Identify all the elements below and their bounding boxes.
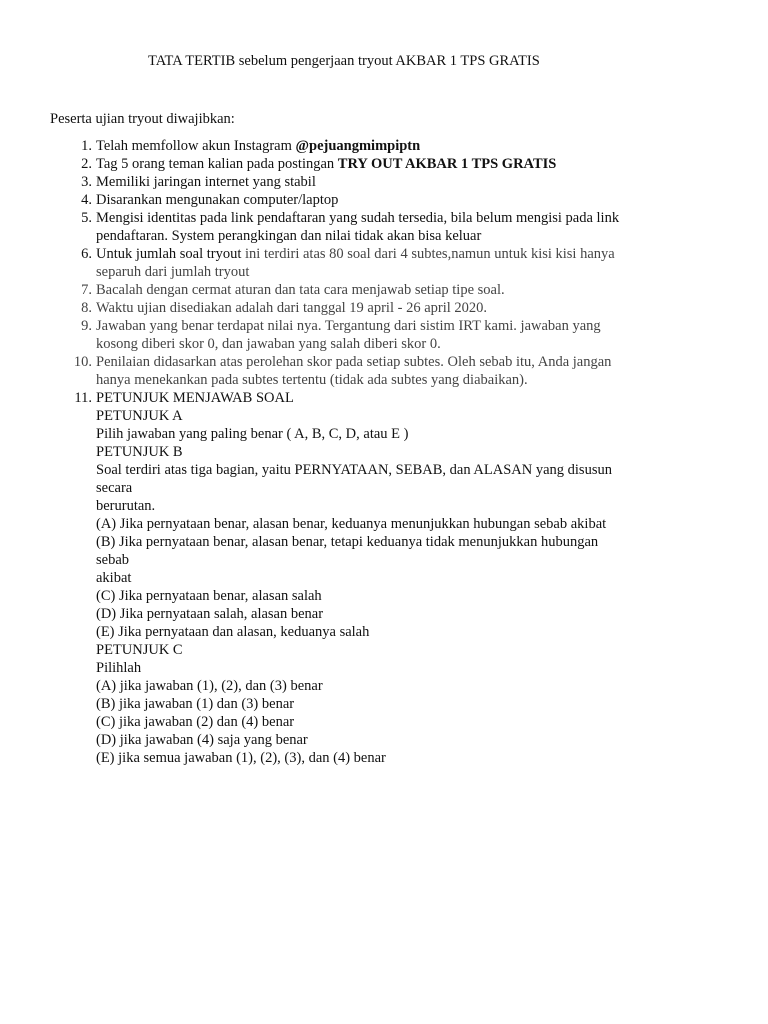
item-text-line: pendaftaran. System perangkingan dan nilai tidak akan bisa keluar <box>96 228 482 244</box>
page-title: TATA TERTIB sebelum pengerjaan tryout AKBAR 1 TPS GRATIS <box>148 53 540 69</box>
item-number: 9. <box>81 318 92 334</box>
instructions-line: sebab <box>96 552 130 568</box>
item-text-line: Jawaban yang benar terdapat nilai nya. Tergantung dari sistim IRT kami. jawaban yang <box>96 318 601 334</box>
item-number: 3. <box>81 174 92 190</box>
instructions-line: PETUNJUK C <box>96 642 183 658</box>
item-number: 11. <box>74 390 92 406</box>
instructions-line: akibat <box>96 570 132 586</box>
instructions-line: (B) jika jawaban (1) dan (3) benar <box>96 696 295 712</box>
item-number: 1. <box>81 138 92 154</box>
instructions-line: (A) Jika pernyataan benar, alasan benar, keduanya menunjukkan hubungan sebab akibat <box>96 516 607 532</box>
item-number: 5. <box>81 210 92 226</box>
item-text: Bacalah dengan cermat aturan dan tata cara menjawab setiap tipe soal. <box>96 282 505 298</box>
rules-list <box>70 137 670 767</box>
instructions-line: secara <box>96 480 133 496</box>
item-text: Memiliki jaringan internet yang stabil <box>96 174 316 190</box>
instructions-line: (A) jika jawaban (1), (2), dan (3) benar <box>96 678 323 694</box>
item-number: 6. <box>81 246 92 262</box>
instructions-line: berurutan. <box>96 498 156 514</box>
item-text: Telah memfollow akun Instagram <box>96 138 296 154</box>
instructions-line: PETUNJUK B <box>96 444 183 460</box>
item-text-line: Penilaian didasarkan atas perolehan skor pada setiap subtes. Oleh sebab itu, Anda jangan <box>96 354 612 370</box>
item-number: 4. <box>81 192 92 208</box>
item-number: 10. <box>73 354 92 370</box>
item-text: Tag 5 orang teman kalian pada postingan <box>96 156 338 172</box>
instructions-line: (C) Jika pernyataan benar, alasan salah <box>96 588 322 604</box>
instructions-line: (D) jika jawaban (4) saja yang benar <box>96 732 308 748</box>
instructions-line: (C) jika jawaban (2) dan (4) benar <box>96 714 295 730</box>
list-item <box>70 191 670 209</box>
item-text-line: kosong diberi skor 0, dan jawaban yang salah diberi skor 0. <box>96 336 441 352</box>
item-text-line: hanya menekankan pada subtes tertentu (tidak ada subtes yang diabaikan). <box>96 372 528 388</box>
list-item <box>70 173 670 191</box>
post-name: TRY OUT AKBAR 1 TPS GRATIS <box>337 156 557 172</box>
item-number: 2. <box>81 156 92 172</box>
instructions-line: PETUNJUK MENJAWAB SOAL <box>96 390 294 406</box>
item-text-line: Mengisi identitas pada link pendaftaran yang sudah tersedia, bila belum mengisi pada link <box>96 210 620 226</box>
item-number: 7. <box>81 282 92 298</box>
instructions-line: Pilih jawaban yang paling benar ( A, B, C, D, atau E ) <box>96 426 409 442</box>
instagram-handle: @pejuangmimpiptn <box>295 138 421 154</box>
list-item <box>70 299 670 317</box>
list-item <box>70 317 670 353</box>
item-text-gray: ini terdiri atas 80 soal dari 4 subtes,namun untuk kisi kisi hanya <box>245 246 615 262</box>
instructions-line: Soal terdiri atas tiga bagian, yaitu PERNYATAAN, SEBAB, dan ALASAN yang disusun <box>96 462 612 478</box>
item-text: Disarankan mengunakan computer/laptop <box>96 192 339 208</box>
list-item <box>70 209 670 245</box>
list-item <box>70 389 670 767</box>
instructions-line: Pilihlah <box>96 660 142 676</box>
list-item <box>70 353 670 389</box>
instructions-line: (D) Jika pernyataan salah, alasan benar <box>96 606 324 622</box>
instructions-line: (B) Jika pernyataan benar, alasan benar, tetapi keduanya tidak menunjukkan hubungan <box>96 534 599 550</box>
list-item <box>70 155 670 173</box>
instructions-line: PETUNJUK A <box>96 408 183 424</box>
instructions-line: (E) Jika pernyataan dan alasan, keduanya salah <box>96 624 370 640</box>
item-text: Untuk jumlah soal tryout <box>96 246 246 262</box>
item-text-line: separuh dari jumlah tryout <box>96 264 250 280</box>
list-item <box>70 281 670 299</box>
item-number: 8. <box>81 300 92 316</box>
instructions-line: (E) jika semua jawaban (1), (2), (3), dan (4) benar <box>96 750 386 766</box>
intro-text: Peserta ujian tryout diwajibkan: <box>50 111 235 127</box>
list-item <box>70 137 670 155</box>
list-item <box>70 245 670 281</box>
item-text: Waktu ujian disediakan adalah dari tanggal 19 april - 26 april 2020. <box>96 300 488 316</box>
